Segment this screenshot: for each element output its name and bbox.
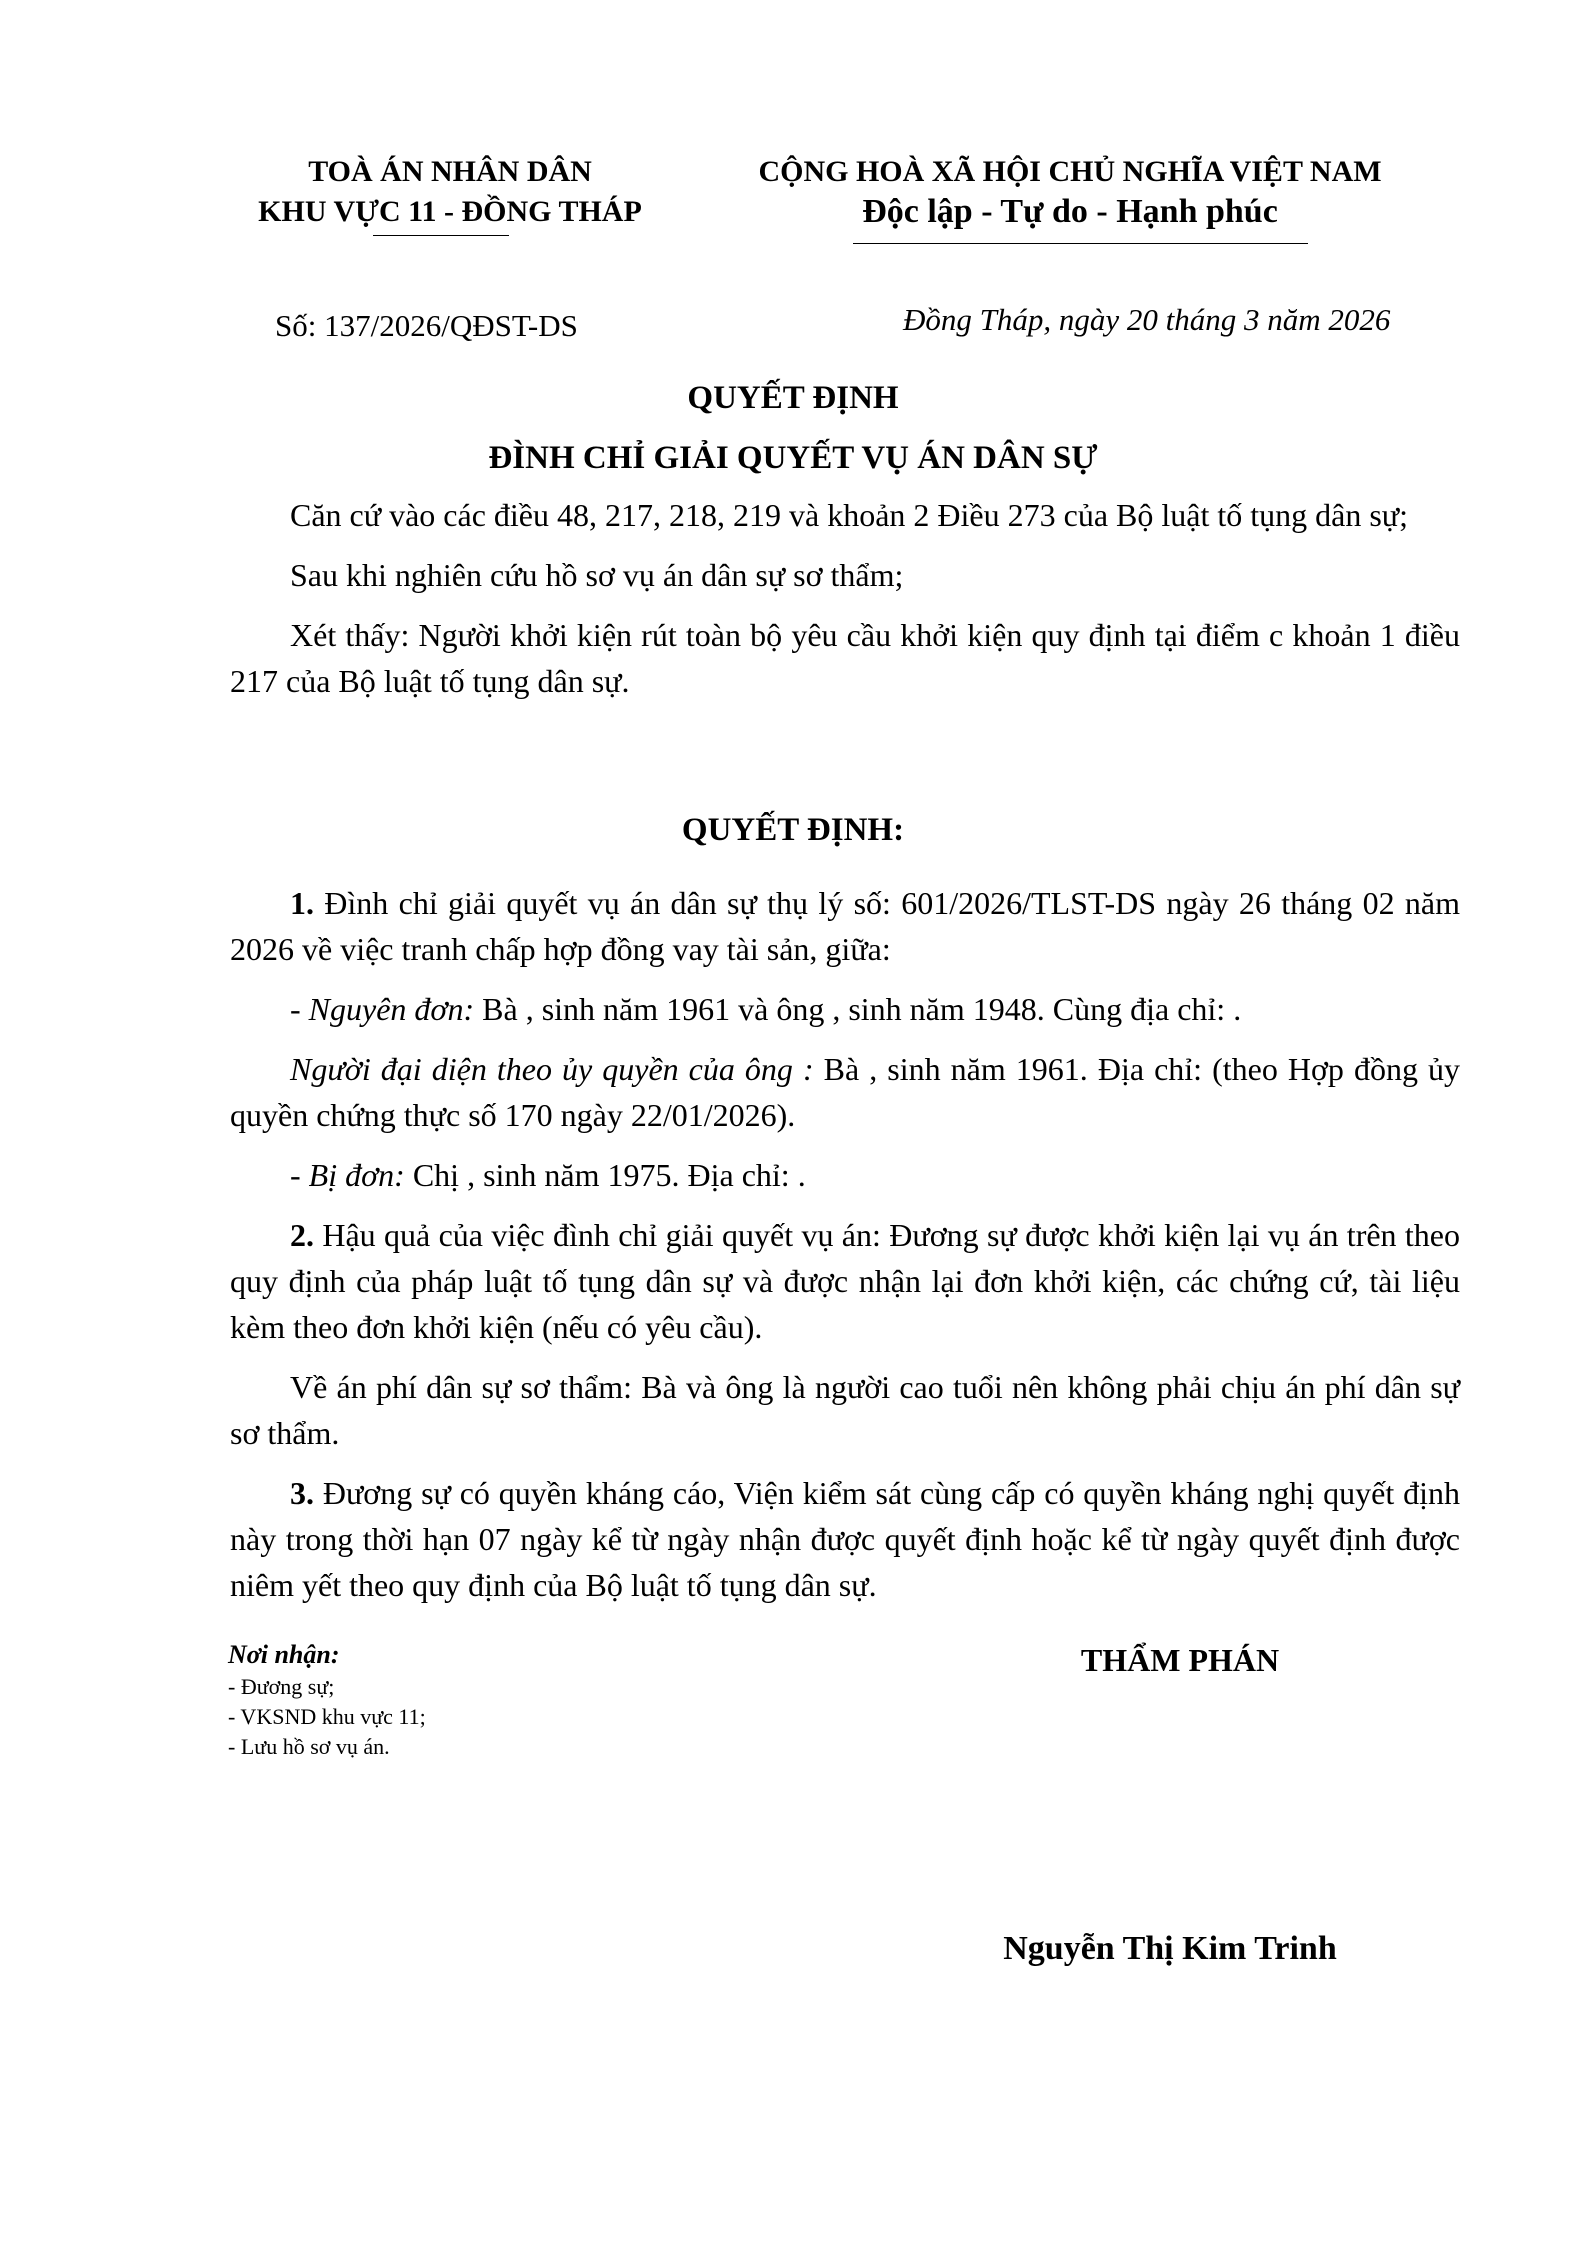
item-3	[230, 1470, 1460, 1608]
national-motto-underline	[853, 243, 1308, 244]
representative-text: Bà , sinh năm 1961. Địa chỉ: (theo Hợp đồng ủy quyền chứng thực số 170 ngày 22/01/2026).	[230, 1051, 1461, 1133]
plaintiff-label: Nguyên đơn:	[308, 991, 475, 1027]
representative-line	[230, 1046, 1460, 1138]
document-title: QUYẾT ĐỊNH	[687, 380, 899, 416]
defendant-label: Bị đơn:	[308, 1157, 405, 1193]
court-fee-paragraph: Về án phí dân sự sơ thẩm: Bà và ông là người cao tuổi nên không phải chịu án phí dân sự sơ thẩm.	[230, 1369, 1460, 1451]
item-1	[230, 880, 1460, 972]
decision-heading: QUYẾT ĐỊNH:	[681, 812, 905, 848]
place-and-date: Đồng Tháp, ngày 20 tháng 3 năm 2026	[903, 302, 1391, 337]
item-1-text: Đình chỉ giải quyết vụ án dân sự thụ lý số: 601/2026/TLST-DS ngày 26 tháng 02 năm 2026 về việc tranh chấp hợp đồng vay tài sản, giữa:	[230, 885, 1460, 967]
court-name-line2: KHU VỰC 11 - ĐỒNG THÁP	[258, 195, 642, 228]
nation-name: CỘNG HOÀ XÃ HỘI CHỦ NGHĨA VIỆT NAM	[758, 155, 1382, 188]
defendant-dash: -	[290, 1157, 309, 1193]
plaintiff-dash: -	[290, 991, 309, 1027]
signature-title: THẨM PHÁN	[1080, 1642, 1280, 1678]
decision-items	[230, 880, 1460, 1608]
representative-label: Người đại diện theo ủy quyền của ông :	[290, 1051, 814, 1087]
item-2-text: Hậu quả của việc đình chỉ giải quyết vụ án: Đương sự được khởi kiện lại vụ án trên theo quy định của pháp luật tố tụng dân sự và được nhận lại đơn khởi kiện, các chứng cứ, tài liệu kèm theo đơn khởi kiện (nếu có yêu cầu).	[230, 1217, 1460, 1345]
plaintiff-text: Bà , sinh năm 1961 và ông , sinh năm 1948. Cùng địa chỉ: .	[474, 991, 1242, 1027]
item-2	[230, 1212, 1460, 1350]
recipient-item: - Đương sự;	[228, 1674, 335, 1699]
preamble	[230, 492, 1460, 704]
decision-number: Số: 137/2026/QĐST-DS	[275, 308, 578, 343]
defendant-line	[230, 1152, 1460, 1198]
review-paragraph: Sau khi nghiên cứu hồ sơ vụ án dân sự sơ thẩm;	[290, 557, 904, 593]
finding-paragraph: Xét thấy: Người khởi kiện rút toàn bộ yêu cầu khởi kiện quy định tại điểm c khoản 1 điều 217 của Bộ luật tố tụng dân sự.	[230, 617, 1460, 699]
legal-basis-paragraph: Căn cứ vào các điều 48, 217, 218, 219 và khoản 2 Điều 273 của Bộ luật tố tụng dân sự;	[290, 497, 1409, 533]
document-subtitle: ĐÌNH CHỈ GIẢI QUYẾT VỤ ÁN DÂN SỰ	[488, 440, 1098, 476]
signer-name: Nguyễn Thị Kim Trinh	[1003, 1930, 1337, 1967]
item-1-number: 1.	[290, 885, 314, 921]
recipients-title: Nơi nhận:	[228, 1640, 340, 1669]
recipient-item: - Lưu hồ sơ vụ án.	[228, 1734, 390, 1759]
defendant-text: Chị , sinh năm 1975. Địa chỉ: .	[404, 1157, 806, 1193]
recipients-block	[228, 1638, 426, 1762]
plaintiff-line	[230, 986, 1460, 1032]
national-motto: Độc lập - Tự do - Hạnh phúc	[862, 193, 1278, 230]
court-name-line1: TOÀ ÁN NHÂN DÂN	[308, 155, 592, 188]
recipient-item: - VKSND khu vực 11;	[228, 1704, 426, 1729]
court-name-underline	[373, 235, 509, 236]
item-2-number: 2.	[290, 1217, 314, 1253]
item-3-text: Đương sự có quyền kháng cáo, Viện kiểm sát cùng cấp có quyền kháng nghị quyết định này trong thời hạn 07 ngày kể từ ngày nhận được quyết định hoặc kể từ ngày quyết định được niêm yết theo quy định của Bộ luật tố tụng dân sự.	[230, 1475, 1460, 1603]
item-3-number: 3.	[290, 1475, 314, 1511]
